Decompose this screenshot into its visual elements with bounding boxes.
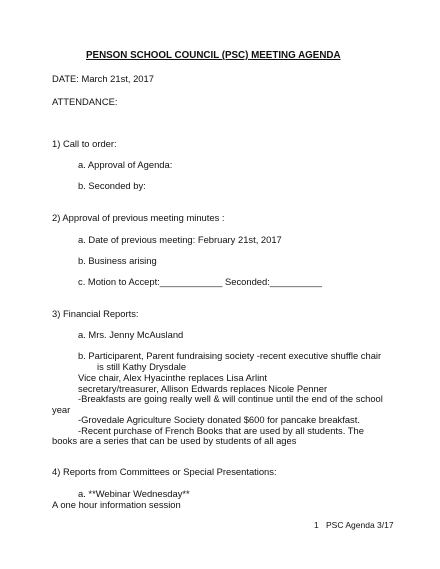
- agenda-item: a. Date of previous meeting: February 21st, 2017: [78, 234, 282, 245]
- page-title: PENSON SCHOOL COUNCIL (PSC) MEETING AGENDA: [86, 50, 341, 61]
- section-heading-minutes: 2) Approval of previous meeting minutes :: [52, 212, 225, 223]
- footer-page-number: 1: [314, 520, 319, 530]
- section-heading-financial: 3) Financial Reports:: [52, 308, 139, 319]
- agenda-text-line: year: [52, 404, 71, 415]
- section-heading-call-to-order: 1) Call to order:: [52, 138, 117, 149]
- agenda-text-line: -Breakfasts are going really well & will continue until the end of the school: [78, 393, 383, 404]
- agenda-item: b. Business arising: [78, 255, 157, 266]
- agenda-text-line: A one hour information session: [52, 499, 181, 510]
- agenda-item: c. Motion to Accept:____________ Seconded:__________: [78, 276, 322, 287]
- agenda-item: a. Mrs. Jenny McAusland: [78, 329, 184, 340]
- agenda-text-line: -Recent purchase of French Books that are used by all students. The: [78, 425, 364, 436]
- section-heading-reports: 4) Reports from Committees or Special Presentations:: [52, 466, 277, 477]
- meeting-date: DATE: March 21st, 2017: [52, 73, 154, 84]
- agenda-item: b. Seconded by:: [78, 180, 146, 191]
- agenda-text-line: Vice chair, Alex Hyacinthe replaces Lisa Arlint: [78, 372, 267, 383]
- agenda-text-line: books are a series that can be used by students of all ages: [52, 435, 297, 446]
- agenda-text-line: is still Kathy Drysdale: [97, 361, 187, 372]
- agenda-item: b. Participarent, Parent fundraising society -recent executive shuffle chair: [78, 350, 382, 361]
- agenda-item: a. Approval of Agenda:: [78, 159, 173, 170]
- agenda-item: a. **Webinar Wednesday**: [78, 488, 190, 499]
- agenda-text-line: -Grovedale Agriculture Society donated $600 for pancake breakfast.: [78, 414, 360, 425]
- footer-label: PSC Agenda 3/17: [326, 520, 394, 530]
- attendance-label: ATTENDANCE:: [52, 96, 118, 107]
- agenda-text-line: secretary/treasurer, Allison Edwards replaces Nicole Penner: [78, 383, 328, 394]
